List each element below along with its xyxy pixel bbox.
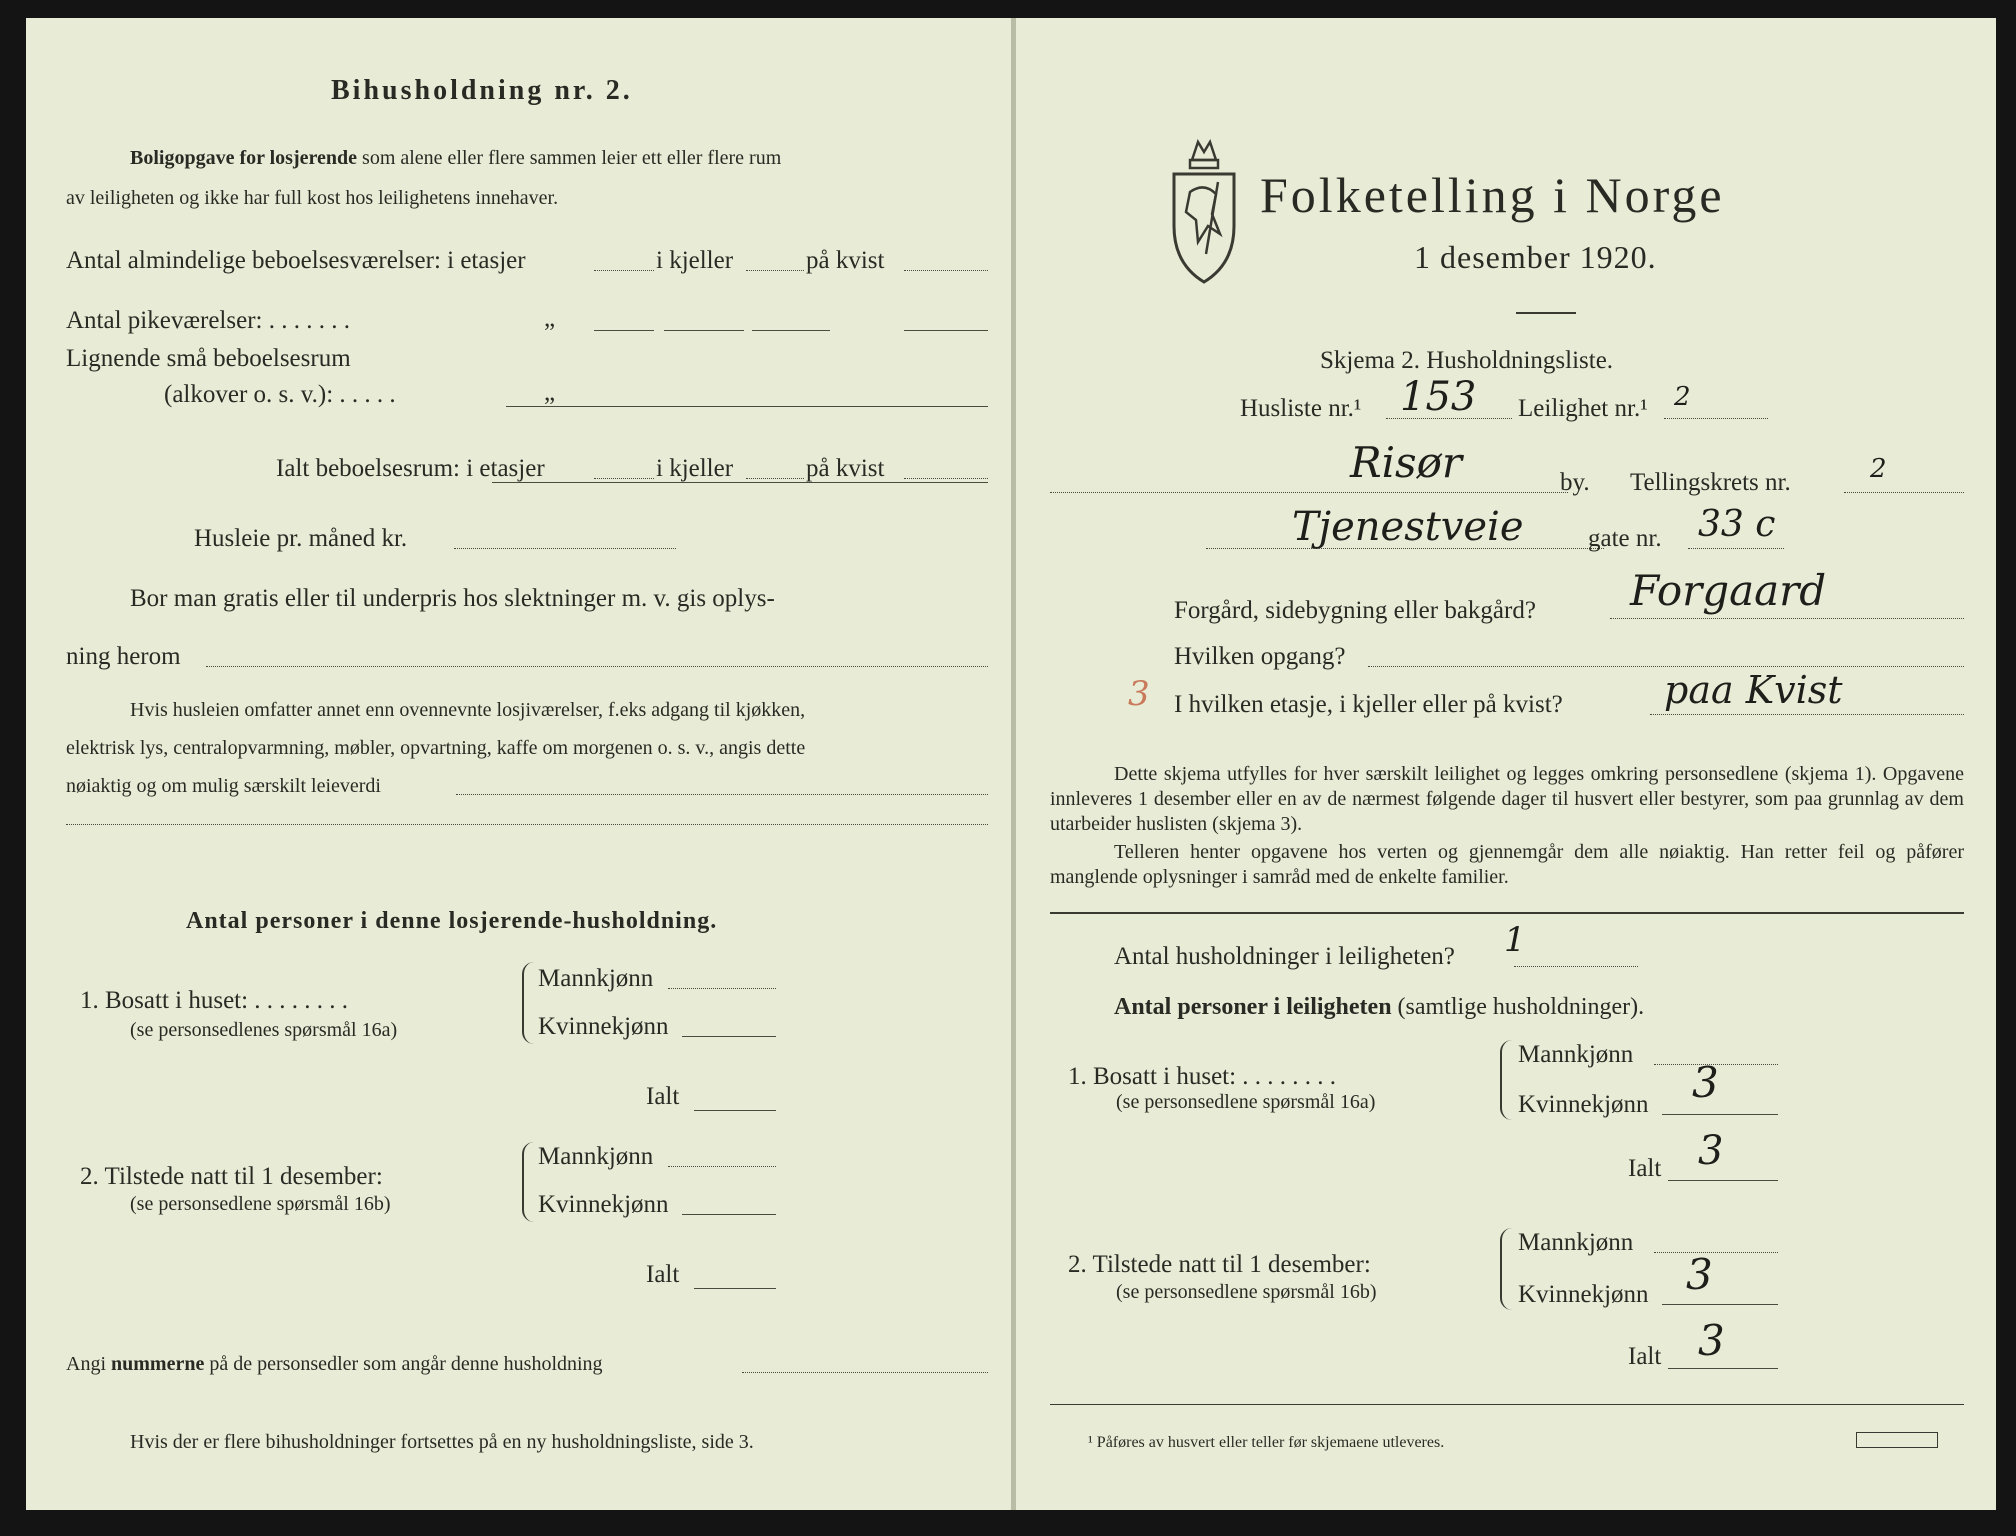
angi-bold: nummerne — [111, 1353, 205, 1375]
husliste-label: Husliste nr.¹ — [1240, 395, 1362, 422]
rooms-kvist-field[interactable] — [904, 270, 988, 271]
etasje-mark: 3 — [1128, 674, 1150, 714]
left-page — [26, 18, 1011, 1510]
bor-line-1: Bor man gratis eller til underpris hos slektninger m. v. gis oplys- — [130, 585, 775, 612]
left-q1-sub: (se personsedlenes spørsmål 16a) — [130, 1019, 398, 1041]
left-q2-mann-field[interactable] — [668, 1166, 776, 1167]
instructions-2: Telleren henter opgavene hos verten og gjennemgår dem alle nøiaktig. Han retter feil og påfører manglende oplysninger i samråd med de enkelte familier. — [1050, 841, 1964, 888]
krets-value: 2 — [1870, 454, 1887, 484]
right-title: Folketelling i Norge — [1260, 167, 1725, 223]
husleie-label: Husleie pr. måned kr. — [194, 525, 408, 552]
ialt-etasjer-field[interactable] — [594, 478, 654, 479]
right-q2-mann-field[interactable] — [1654, 1252, 1778, 1253]
krets-label: Tellingskrets nr. — [1630, 469, 1791, 496]
right-q1-kvinne-field[interactable] — [1662, 1114, 1778, 1115]
right-q1-ialt-field[interactable] — [1668, 1180, 1778, 1181]
section-rule — [1050, 912, 1964, 914]
gate-nr-field[interactable] — [1688, 548, 1784, 549]
gate-value: Tjenestveie — [1292, 504, 1524, 550]
forgard-value: Forgaard — [1630, 566, 1827, 615]
left-title: Bihusholdning nr. 2. — [331, 75, 633, 106]
instructions-1: Dette skjema utfylles for hver særskilt leilighet og legges omkring personsedlene (skjema 1). Opgavene innleveres 1 desember eller en av de nærmest følgende dager til husvert eller bestyrer, som paa grunnlag av dem utarbeider huslisten (skjema 3). — [1050, 763, 1964, 835]
left-q2-ialt-field[interactable] — [694, 1288, 776, 1289]
left-q2-kvinne-label: Kvinnekjønn — [538, 1191, 669, 1218]
opgang-label: Hvilken opgang? — [1174, 643, 1346, 670]
right-persons-title — [1114, 992, 1644, 1022]
lign-fields[interactable] — [506, 406, 988, 407]
right-q2-ialt-label: Ialt — [1628, 1343, 1662, 1370]
by-field[interactable] — [1050, 492, 1568, 493]
ialt-rooms-label: Ialt beboelsesrum: i etasjer — [276, 455, 545, 482]
left-q1-ialt-label: Ialt — [646, 1083, 680, 1110]
by-value: Risør — [1350, 438, 1462, 487]
left-q1-label: 1. Bosatt i huset: . . . . . . . . — [80, 987, 349, 1014]
husliste-value: 153 — [1400, 374, 1477, 420]
antal-hush-label: Antal husholdninger i leiligheten? — [1114, 943, 1455, 970]
ialt-kvist-field[interactable] — [904, 478, 988, 479]
skjema-label: Skjema 2. Husholdningsliste. — [1320, 347, 1614, 374]
right-q1-ialt-label: Ialt — [1628, 1155, 1662, 1182]
pike-kvist-1-field[interactable] — [752, 330, 830, 331]
bor-field[interactable] — [206, 666, 988, 667]
left-footer: Hvis der er flere bihusholdninger fortsettes på en ny husholdningsliste, side 3. — [130, 1431, 754, 1453]
lign-label-1: Lignende små beboelsesrum — [66, 345, 351, 372]
left-q2-kvinne-field[interactable] — [682, 1214, 776, 1215]
left-q1-brace — [522, 962, 538, 1044]
printer-stamp — [1856, 1432, 1938, 1448]
rooms-etasjer-field[interactable] — [594, 270, 654, 271]
census-date: 1 desember 1920. — [1414, 239, 1657, 275]
right-q2-kvinne-label: Kvinnekjønn — [1518, 1281, 1649, 1308]
right-q1-label: 1. Bosatt i huset: . . . . . . . . — [1068, 1063, 1337, 1090]
persons-title-rest: (samtlige husholdninger). — [1397, 994, 1645, 1020]
pike-etasjer-field[interactable] — [594, 330, 654, 331]
intro-rest: som alene eller flere sammen leier ett eller flere rum — [362, 147, 782, 169]
title-rule — [1516, 312, 1576, 314]
lign-ditto: „ — [544, 379, 556, 406]
husleie-field[interactable] — [454, 548, 676, 549]
leieverdi-field-2[interactable] — [66, 824, 988, 825]
right-q1-kvinne-value: 3 — [1692, 1058, 1719, 1107]
bor-line-2: ning herom — [66, 643, 181, 670]
left-q1-mann-label: Mannkjønn — [538, 965, 654, 992]
right-q2-kvinne-value: 3 — [1686, 1250, 1713, 1299]
angi-line — [66, 1352, 603, 1376]
ialt-kjeller-label: i kjeller — [656, 455, 734, 482]
lign-label-2: (alkover o. s. v.): . . . . . — [164, 381, 396, 408]
leilighet-value: 2 — [1674, 382, 1691, 412]
leilighet-field[interactable] — [1664, 418, 1768, 419]
pike-label: Antal pikeværelser: . . . . . . . — [66, 307, 350, 334]
forgard-label: Forgård, sidebygning eller bakgård? — [1174, 597, 1536, 624]
right-q2-sub: (se personsedlene spørsmål 16b) — [1116, 1281, 1377, 1303]
antal-hush-field[interactable] — [1514, 966, 1638, 967]
antal-hush-value: 1 — [1504, 920, 1526, 960]
angi-rest: på de personsedler som angår denne husholdning — [209, 1353, 603, 1375]
gate-label: gate nr. — [1588, 525, 1662, 552]
left-persons-title: Antal personer i denne losjerende-husholdning. — [186, 908, 718, 934]
gate-nr-value: 33 c — [1698, 504, 1776, 545]
left-q2-sub: (se personsedlene spørsmål 16b) — [130, 1193, 391, 1215]
left-q2-label: 2. Tilstede natt til 1 desember: — [80, 1163, 383, 1190]
leieverdi-field[interactable] — [456, 794, 988, 795]
angi-field[interactable] — [742, 1372, 988, 1373]
left-q1-ialt-field[interactable] — [694, 1110, 776, 1111]
right-q1-brace — [1500, 1040, 1516, 1120]
intro-line-1 — [130, 146, 781, 170]
hvis-line-3: nøiaktig og om mulig særskilt leieverdi — [66, 775, 381, 797]
coat-of-arms-icon — [1168, 122, 1240, 286]
etasje-label: I hvilken etasje, i kjeller eller på kvist? — [1174, 691, 1563, 718]
ialt-kjeller-field[interactable] — [746, 478, 804, 479]
forgard-field[interactable] — [1610, 618, 1964, 619]
right-q1-mann-label: Mannkjønn — [1518, 1041, 1634, 1068]
pike-ditto: „ — [544, 305, 556, 332]
right-q2-mann-label: Mannkjønn — [1518, 1229, 1634, 1256]
right-page — [1016, 18, 1996, 1510]
ialt-underline — [492, 482, 988, 483]
right-q1-kvinne-label: Kvinnekjønn — [1518, 1091, 1649, 1118]
rooms-kjeller-label: i kjeller — [656, 247, 734, 274]
angi-pre: Angi — [66, 1353, 106, 1375]
right-q1-sub: (se personsedlene spørsmål 16a) — [1116, 1091, 1376, 1113]
hvis-line-2: elektrisk lys, centralopvarmning, møbler, opvartning, kaffe om morgenen o. s. v., angis dette — [66, 737, 806, 759]
persons-title-bold: Antal personer i leiligheten — [1114, 994, 1392, 1020]
right-q2-ialt-field[interactable] — [1668, 1368, 1778, 1369]
krets-field[interactable] — [1844, 492, 1964, 493]
left-q1-mann-field[interactable] — [668, 988, 776, 989]
right-q2-label: 2. Tilstede natt til 1 desember: — [1068, 1251, 1371, 1278]
leilighet-label: Leilighet nr.¹ — [1518, 395, 1648, 422]
left-q1-kvinne-label: Kvinnekjønn — [538, 1013, 669, 1040]
footnote-rule — [1050, 1404, 1964, 1405]
right-q1-ialt-value: 3 — [1698, 1128, 1724, 1174]
by-label: by. — [1560, 469, 1590, 496]
rooms-label: Antal almindelige beboelsesværelser: i etasjer — [66, 247, 526, 274]
gate-field[interactable] — [1206, 548, 1604, 549]
left-q1-kvinne-field[interactable] — [682, 1036, 776, 1037]
rooms-kvist-label: på kvist — [806, 247, 885, 274]
intro-bold: Boligopgave for losjerende — [130, 147, 358, 169]
left-q2-mann-label: Mannkjønn — [538, 1143, 654, 1170]
pike-kjeller-field[interactable] — [664, 330, 744, 331]
footnote: ¹ Påføres av husvert eller teller før skjemaene utleveres. — [1088, 1434, 1445, 1451]
rooms-kjeller-field[interactable] — [746, 270, 804, 271]
etasje-field[interactable] — [1650, 714, 1964, 715]
left-q2-ialt-label: Ialt — [646, 1261, 680, 1288]
right-q2-ialt-value: 3 — [1698, 1316, 1725, 1365]
left-q2-brace — [522, 1142, 538, 1222]
pike-kvist-field[interactable] — [904, 330, 988, 331]
right-q2-kvinne-field[interactable] — [1662, 1304, 1778, 1305]
ialt-kvist-label: på kvist — [806, 455, 885, 482]
opgang-field[interactable] — [1368, 666, 1964, 667]
etasje-value: paa Kvist — [1664, 668, 1843, 712]
right-q2-brace — [1500, 1228, 1516, 1310]
hvis-line-1: Hvis husleien omfatter annet enn ovennevnte losjiværelser, f.eks adgang til kjøkken, — [130, 699, 806, 721]
intro-line-2: av leiligheten og ikke har full kost hos leilighetens innehaver. — [66, 187, 559, 209]
husliste-field[interactable] — [1386, 418, 1512, 419]
